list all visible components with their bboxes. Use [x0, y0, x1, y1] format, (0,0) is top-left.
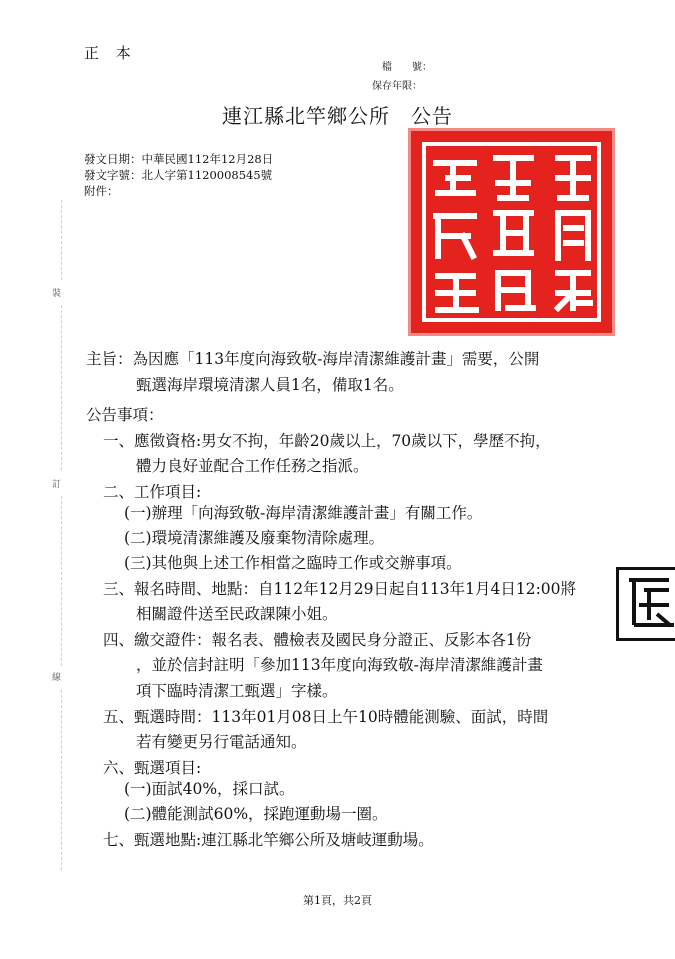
item-3-line-2: 相關證件送至民政課陳小姐。 [136, 605, 338, 623]
side-seal [616, 567, 675, 641]
item-6-heading: 六、甄選項目: [103, 759, 202, 777]
official-seal [408, 128, 615, 336]
binding-line [61, 690, 62, 870]
item-7: 七、甄選地點:連江縣北竿鄉公所及塘岐運動場。 [103, 831, 434, 849]
copy-mark: 正 本 [84, 44, 137, 62]
file-number-label: 檔 號： [382, 62, 432, 73]
item-2-sub-1: (一)辦理「向海致敬-海岸清潔維護計畫」有關工作。 [124, 504, 483, 522]
item-2-sub-2: (二)環境清潔維護及廢棄物清除處理。 [124, 529, 385, 547]
subject-line-2: 甄選海岸環境清潔人員1名，備取1名。 [136, 376, 404, 394]
item-3-line-1: 三、報名時間、地點：自112年12月29日起自113年1月4日12:00將 [103, 580, 577, 598]
item-5-line-1: 五、甄選時間：113年01月08日上午10時體能測驗、面試，時間 [103, 708, 549, 726]
attachment-label: 附件： [84, 184, 119, 198]
item-4-line-2: ，並於信封註明「參加113年度向海致敬-海岸清潔維護計畫 [136, 656, 543, 674]
binding-mark-zhuang: 裝 [52, 289, 62, 299]
item-4-line-3: 項下臨時清潔工甄選」字樣。 [136, 682, 338, 700]
retention-label: 保存年限： [372, 81, 422, 92]
item-1-line-1: 一、應徵資格:男女不拘，年齡20歲以上，70歲以下，學歷不拘， [103, 432, 551, 450]
binding-line [61, 200, 62, 280]
item-5-line-2: 若有變更另行電話通知。 [136, 733, 307, 751]
item-2-sub-3: (三)其他與上述工作相當之臨時工作或交辦事項。 [124, 554, 462, 572]
item-2-heading: 二、工作項目: [103, 483, 202, 501]
subject-line-1: 主旨：為因應「113年度向海致敬-海岸清潔維護計畫」需要，公開 [86, 350, 540, 368]
document-title: 連江縣北竿鄉公所 公告 [222, 104, 453, 128]
item-6-sub-2: (二)體能測試60%，採跑運動場一圈。 [124, 805, 388, 823]
page-footer: 第1頁，共2頁 [303, 894, 372, 907]
item-4-line-1: 四、繳交證件：報名表、體檢表及國民身分證正、反影本各1份 [103, 631, 532, 649]
item-1-line-2: 體力良好並配合工作任務之指派。 [136, 457, 369, 475]
binding-mark-ding: 訂 [52, 480, 62, 490]
issue-date: 發文日期：中華民國112年12月28日 [84, 152, 274, 166]
binding-mark-xian: 線 [52, 673, 62, 683]
items-heading: 公告事項： [86, 406, 164, 424]
binding-line [61, 496, 62, 666]
item-6-sub-1: (一)面試40%，採口試。 [124, 780, 295, 798]
issue-number: 發文字號：北人字第1120008545號 [84, 168, 273, 182]
binding-line [61, 305, 62, 470]
